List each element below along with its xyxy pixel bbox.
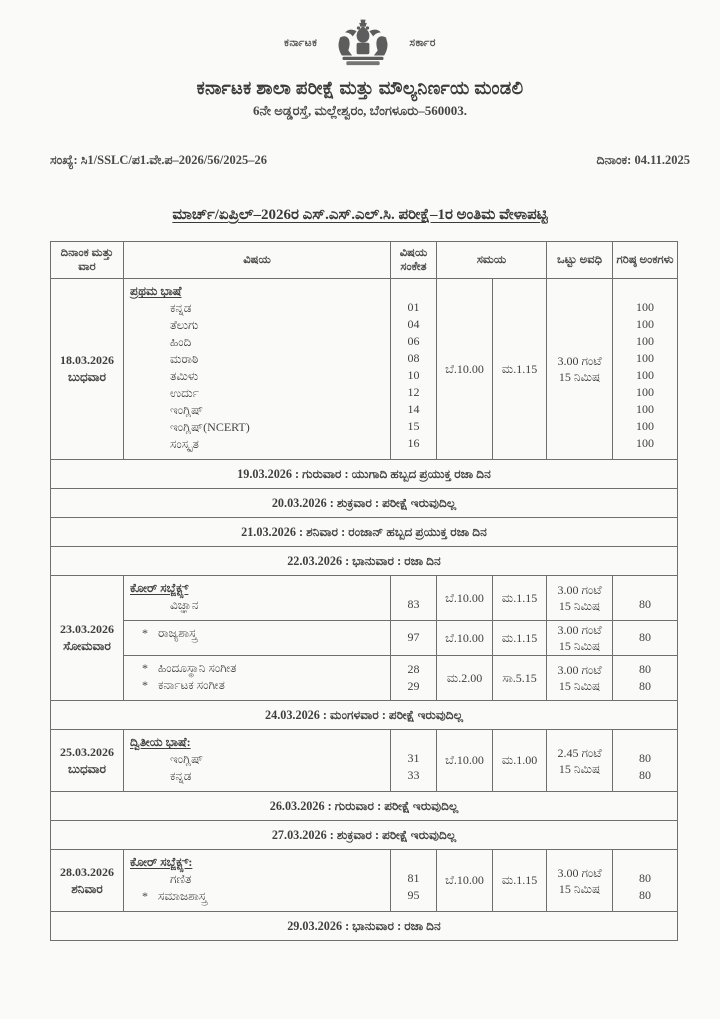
- subject-code: 06: [407, 334, 420, 348]
- date-cell: [51, 576, 124, 701]
- subject-name: [130, 317, 388, 334]
- subject-cell: [124, 621, 391, 656]
- code-spacer: [391, 282, 436, 299]
- max-marks: 100: [636, 300, 655, 314]
- notice-text: 24.03.2026 : ಮಂಗಳವಾರ : ಪರೀಕ್ಷೆ ಇರುವುದಿಲ್ಲ: [51, 701, 678, 730]
- subject-code: 81: [407, 871, 420, 885]
- duration-line: 2.45 ಗಂಟೆ: [557, 745, 602, 760]
- exam-end-time-cell: ಮ.1.15: [493, 850, 547, 912]
- exam-timetable: [50, 241, 678, 941]
- notice-text: 20.03.2026 : ಶುಕ್ರವಾರ : ಪರೀಕ್ಷೆ ಇರುವುದಿಲ್ಲ: [51, 489, 678, 518]
- notice-text: 29.03.2026 : ಭಾನುವಾರ : ರಜಾ ದಿನ: [51, 912, 678, 941]
- duration-cell: [547, 730, 613, 792]
- exam-start-time-cell: ಬೆ.10.00: [437, 576, 493, 621]
- exam-day: ಬುಧವಾರ: [68, 370, 106, 384]
- duration-line: 3.00 ಗಂಟೆ: [557, 865, 602, 880]
- notice-row: [51, 547, 678, 576]
- column-header-5: ಗರಿಷ್ಠ ಅಂಕಗಳು: [613, 242, 678, 279]
- max-marks: 100: [636, 351, 655, 365]
- subject-code: 01: [407, 300, 420, 314]
- subject-group-label: ಕೋರ್ ಸಬ್ಜೆಕ್ಟ್ಸ್:: [130, 855, 193, 869]
- duration-line: 3.00 ಗಂಟೆ: [557, 663, 602, 677]
- code-spacer: [391, 853, 436, 870]
- subject-name: [130, 597, 388, 614]
- notice-text: 27.03.2026 : ಶುಕ್ರವಾರ : ಪರೀಕ್ಷೆ ಇರುವುದಿಲ್ಲ: [51, 821, 678, 850]
- max-marks-cell: [613, 621, 678, 656]
- exam-start-time-cell: ಬೆ.10.00: [437, 850, 493, 912]
- karnataka-state-emblem-icon: [331, 18, 395, 70]
- max-marks-cell: [613, 656, 678, 701]
- duration-line: 15 ನಿಮಿಷ: [558, 881, 601, 896]
- subject-code: 97: [407, 630, 420, 644]
- exam-start-time-cell: ಮ.2.00: [437, 656, 493, 701]
- subject-code-cell: [391, 656, 437, 701]
- duration-line: 15 ನಿಮಿಷ: [558, 370, 601, 384]
- subject-name-text: ಹಿಂದೂಸ್ಥಾನಿ ಸಂಗೀತ: [158, 661, 237, 675]
- max-marks: 80: [639, 661, 652, 676]
- asterisk-marker: *: [142, 626, 148, 640]
- subject-name: [130, 402, 388, 419]
- issue-date-label: ದಿನಾಂಕ:: [596, 153, 632, 167]
- column-header-0: ದಿನಾಂಕ ಮತ್ತು ವಾರ: [51, 242, 124, 279]
- subject-code: 28: [407, 661, 420, 676]
- issue-date-value: 04.11.2025: [634, 153, 690, 167]
- subject-code-cell: [391, 730, 437, 792]
- max-marks: 100: [636, 436, 655, 450]
- notice-row: [51, 821, 678, 850]
- subject-name: [130, 888, 388, 905]
- subject-name-text: ಕರ್ನಾಟಕ ಸಂಗೀತ: [158, 678, 225, 692]
- notice-row: [51, 460, 678, 489]
- duration-cell: [547, 656, 613, 701]
- subject-name-text: ಉರ್ದು: [170, 386, 199, 400]
- max-marks: 80: [639, 678, 652, 693]
- column-header-4: ಒಟ್ಟು ಅವಧಿ: [547, 242, 613, 279]
- notice-row: [51, 912, 678, 941]
- subject-code-cell: [391, 621, 437, 656]
- subject-name: [130, 625, 388, 642]
- duration-line: 3.00 ಗಂಟೆ: [557, 623, 602, 637]
- max-marks: 80: [639, 871, 652, 885]
- subject-cell: [124, 850, 391, 912]
- max-marks: 100: [636, 419, 655, 433]
- max-marks-cell: [613, 850, 678, 912]
- board-address: 6ನೇ ಅಡ್ಡರಸ್ತೆ, ಮಲ್ಲೇಶ್ವರಂ, ಬೆಂಗಳೂರು–560003.: [253, 103, 467, 118]
- exam-day: ಬುಧವಾರ: [68, 761, 106, 776]
- subject-name: [130, 436, 388, 453]
- subject-name-text: ತಮಿಳು: [170, 369, 199, 383]
- notice-row: [51, 792, 678, 821]
- duration-line: 3.00 ಗಂಟೆ: [557, 583, 602, 597]
- date-cell: [51, 850, 124, 912]
- subject-code: 08: [407, 351, 420, 365]
- subject-code: 04: [407, 317, 420, 331]
- subject-code: 10: [407, 368, 420, 382]
- subject-group-label: ಕೋರ್ ಸಬ್ಜೆಕ್ಟ್ಸ್: [130, 581, 189, 595]
- exam-day: ಸೋಮವಾರ: [63, 639, 111, 653]
- max-marks: 80: [639, 597, 652, 611]
- column-header-3: ಸಮಯ: [437, 242, 547, 279]
- header-row: [51, 242, 678, 279]
- notice-row: [51, 701, 678, 730]
- code-spacer: [391, 733, 436, 750]
- duration-cell: [547, 279, 613, 460]
- emblem-right-label: ಸರ್ಕಾರ: [409, 38, 436, 49]
- date-cell: [51, 279, 124, 460]
- subject-name: [130, 871, 388, 888]
- notice-row: [51, 518, 678, 547]
- letterhead-crest: [0, 0, 720, 70]
- exam-row: [51, 656, 678, 701]
- max-marks-cell: [613, 279, 678, 460]
- subject-name: [130, 368, 388, 385]
- max-marks: 80: [639, 888, 652, 902]
- exam-date: 23.03.2026: [60, 622, 114, 636]
- reference-label: ಸಂಖ್ಯೆ:: [50, 153, 78, 167]
- exam-row: [51, 730, 678, 792]
- notice-text: 22.03.2026 : ಭಾನುವಾರ : ರಜಾ ದಿನ: [51, 547, 678, 576]
- emblem-left-label: ಕರ್ನಾಟಕ: [284, 38, 318, 49]
- asterisk-marker: *: [142, 889, 148, 903]
- date-cell: [51, 730, 124, 792]
- exam-date: 28.03.2026: [60, 864, 114, 879]
- subject-code: 12: [407, 385, 420, 399]
- subject-code: 29: [407, 678, 420, 693]
- exam-start-time-cell: ಬೆ.10.00: [437, 279, 493, 460]
- exam-row: [51, 850, 678, 912]
- subject-cell: [124, 576, 391, 621]
- subject-name-text: ಇಂಗ್ಲಿಷ್: [170, 403, 204, 417]
- subject-cell: [124, 279, 391, 460]
- subject-code: 16: [407, 436, 420, 450]
- duration-line: 15 ನಿಮಿಷ: [558, 639, 601, 653]
- max-marks: 100: [636, 317, 655, 331]
- notice-text: 26.03.2026 : ಗುರುವಾರ : ಪರೀಕ್ಷೆ ಇರುವುದಿಲ್ಲ: [51, 792, 678, 821]
- subject-name-text: ಸಂಸ್ಕೃತ: [170, 437, 199, 451]
- subject-name: [130, 677, 388, 694]
- max-marks-cell: [613, 576, 678, 621]
- duration-line: 15 ನಿಮಿಷ: [558, 679, 601, 693]
- exam-end-time-cell: ಮ.1.15: [493, 576, 547, 621]
- subject-code: 95: [407, 888, 420, 902]
- notice-text: 19.03.2026 : ಗುರುವಾರ : ಯುಗಾದಿ ಹಬ್ಬದ ಪ್ರಯುಕ್ತ ರಜಾ ದಿನ: [51, 460, 678, 489]
- marks-spacer: [613, 853, 677, 870]
- marks-spacer: [613, 733, 677, 750]
- column-header-1: ವಿಷಯ: [124, 242, 391, 279]
- max-marks-cell: [613, 730, 678, 792]
- notice-text: 21.03.2026 : ಶನಿವಾರ : ರಂಜಾನ್ ಹಬ್ಬದ ಪ್ರಯುಕ್ತ ರಜಾ ದಿನ: [51, 518, 678, 547]
- marks-spacer: [613, 282, 677, 299]
- duration-line: 3.00 ಗಂಟೆ: [557, 354, 602, 368]
- exam-end-time-cell: ಮ.1.00: [493, 730, 547, 792]
- subject-code: 31: [407, 751, 420, 765]
- subject-name-text: ಮರಾಠಿ: [170, 352, 199, 366]
- subject-name: [130, 768, 388, 785]
- asterisk-marker: *: [142, 678, 148, 692]
- subject-name: [130, 300, 388, 317]
- asterisk-marker: *: [142, 661, 148, 675]
- max-marks: 100: [636, 402, 655, 416]
- subject-name-text: ಹಿಂದಿ: [170, 335, 192, 349]
- subject-code: 83: [407, 597, 420, 611]
- reference-value: ಸಿ1/SSLC/ಪ1.ವೇ.ಪ–2026/56/2025–26: [80, 153, 267, 167]
- subject-code-cell: [391, 576, 437, 621]
- board-name: ಕರ್ನಾಟಕ ಶಾಲಾ ಪರೀಕ್ಷೆ ಮತ್ತು ಮೌಲ್ಯನಿರ್ಣಯ ಮಂಡಲಿ: [196, 78, 524, 98]
- max-marks: 100: [636, 334, 655, 348]
- subject-code: 14: [407, 402, 420, 416]
- subject-code-cell: [391, 279, 437, 460]
- subject-name-text: ಕನ್ನಡ: [170, 301, 192, 315]
- exam-row: [51, 279, 678, 460]
- subject-name-text: ಸಮಾಜಶಾಸ್ತ್ರ: [158, 889, 207, 903]
- subject-name: [130, 351, 388, 368]
- code-spacer: [391, 579, 436, 596]
- subject-name-text: ಇಂಗ್ಲಿಷ್: [170, 752, 204, 766]
- notice-row: [51, 489, 678, 518]
- exam-date: 25.03.2026: [60, 744, 114, 759]
- duration-line: 15 ನಿಮಿಷ: [558, 599, 601, 613]
- exam-row: [51, 576, 678, 621]
- subject-name: [130, 385, 388, 402]
- subject-code: 15: [407, 419, 420, 433]
- exam-timetable-title: ಮಾರ್ಚ್/ಏಪ್ರಿಲ್–2026ರ ಎಸ್.ಎಸ್.ಎಲ್.ಸಿ. ಪರೀಕ್ಷೆ–1ರ ಅಂತಿಮ ವೇಳಾಪಟ್ಟಿ: [172, 207, 548, 223]
- subject-cell: [124, 656, 391, 701]
- max-marks: 80: [639, 751, 652, 765]
- exam-row: [51, 621, 678, 656]
- duration-cell: [547, 850, 613, 912]
- duration-line: 15 ನಿಮಿಷ: [558, 761, 601, 776]
- subject-name-text: ವಿಜ್ಞಾನ: [170, 598, 199, 612]
- subject-code-cell: [391, 850, 437, 912]
- exam-end-time-cell: ಮ.1.15: [493, 279, 547, 460]
- exam-date: 18.03.2026: [60, 353, 114, 367]
- subject-name-text: ಇಂಗ್ಲಿಷ್(NCERT): [170, 420, 250, 434]
- subject-group-label: ಪ್ರಥಮ ಭಾಷೆ: [130, 284, 182, 298]
- subject-name: [130, 751, 388, 768]
- subject-group-label: ದ್ವಿತೀಯ ಭಾಷೆ:: [130, 735, 191, 749]
- duration-cell: [547, 621, 613, 656]
- subject-name-text: ತೆಲುಗು: [170, 318, 199, 332]
- marks-spacer: [613, 579, 677, 596]
- subject-name: [130, 334, 388, 351]
- max-marks: 100: [636, 385, 655, 399]
- subject-code: 33: [407, 768, 420, 782]
- reference-number: [50, 153, 267, 168]
- issue-date: [597, 153, 690, 168]
- subject-name-text: ರಾಜ್ಯಶಾಸ್ತ್ರ: [158, 626, 197, 640]
- column-header-2: ವಿಷಯ ಸಂಕೇತ: [391, 242, 437, 279]
- subject-cell: [124, 730, 391, 792]
- subject-name-text: ಗಣಿತ: [170, 872, 192, 886]
- max-marks: 80: [639, 630, 652, 644]
- exam-end-time-cell: ಮ.1.15: [493, 621, 547, 656]
- subject-name: [130, 660, 388, 677]
- reference-row: [50, 153, 690, 168]
- subject-name: [130, 419, 388, 436]
- exam-start-time-cell: ಬೆ.10.00: [437, 621, 493, 656]
- max-marks: 80: [639, 768, 652, 782]
- max-marks: 100: [636, 368, 655, 382]
- exam-start-time-cell: ಬೆ.10.00: [437, 730, 493, 792]
- exam-day: ಶನಿವಾರ: [71, 881, 103, 896]
- duration-cell: [547, 576, 613, 621]
- subject-name-text: ಕನ್ನಡ: [170, 769, 192, 783]
- exam-end-time-cell: ಸಾ.5.15: [493, 656, 547, 701]
